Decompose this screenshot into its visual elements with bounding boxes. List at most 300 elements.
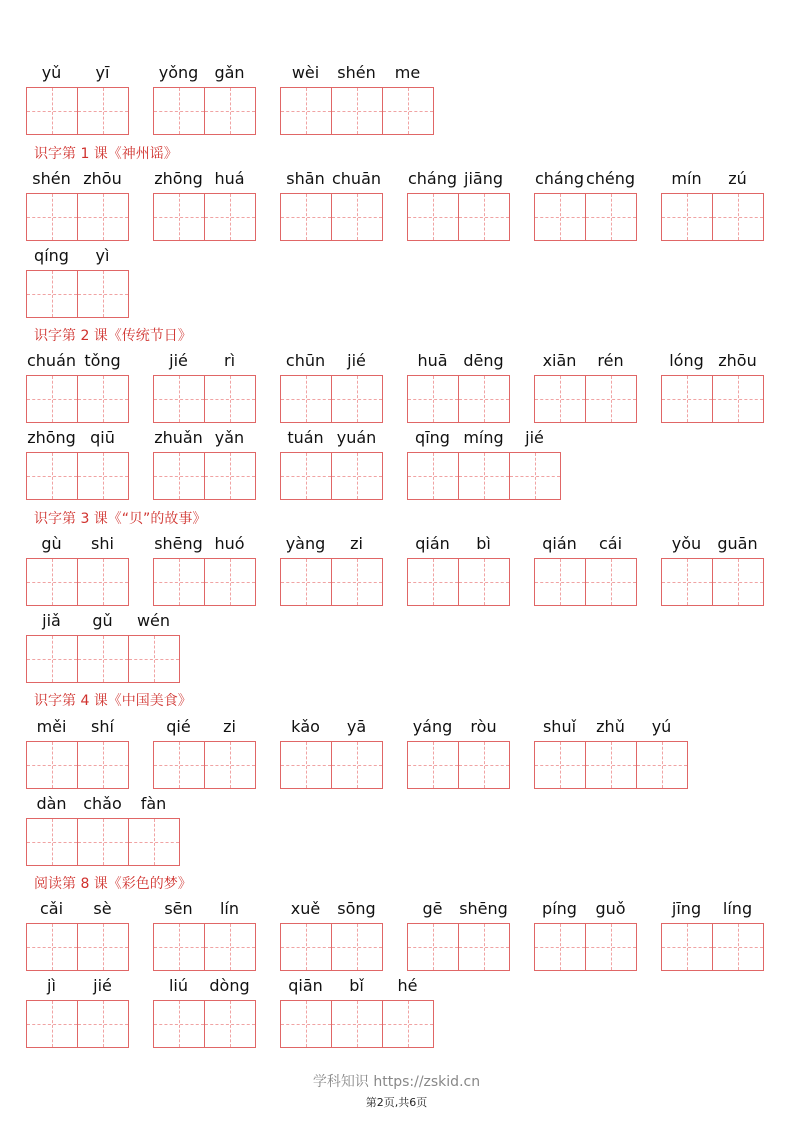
writing-cell[interactable] <box>712 375 764 423</box>
pinyin-syllable: sè <box>93 899 112 918</box>
word-group <box>280 717 382 789</box>
pinyin-syllable: líng <box>722 899 753 918</box>
pinyin-syllable: huā <box>417 351 448 370</box>
tianzige-boxes <box>280 923 383 969</box>
tianzige-boxes <box>280 741 383 787</box>
word-group <box>153 169 255 241</box>
pinyin-syllable: qíng <box>34 246 69 265</box>
pinyin-syllable: mín <box>671 169 702 188</box>
lesson-title: 阅读第 8 课《彩色的梦》 <box>34 876 192 892</box>
pinyin-row <box>26 63 128 83</box>
pinyin-syllable: qīng <box>415 428 450 447</box>
writing-cell[interactable] <box>153 193 205 241</box>
writing-cell[interactable] <box>661 558 713 606</box>
pinyin-syllable: yì <box>95 246 110 265</box>
tianzige-boxes <box>534 193 637 239</box>
tianzige-boxes <box>280 375 383 421</box>
writing-cell[interactable] <box>204 741 256 789</box>
writing-cell[interactable] <box>458 923 510 971</box>
pinyin-syllable: bǐ <box>349 976 364 995</box>
tianzige-boxes <box>661 923 764 969</box>
writing-cell[interactable] <box>458 741 510 789</box>
writing-cell[interactable] <box>77 452 129 500</box>
pinyin-syllable: cǎi <box>39 899 64 918</box>
word-group <box>153 976 255 1048</box>
pinyin-syllable: chuán <box>26 351 77 370</box>
word-group <box>26 63 128 135</box>
pinyin-syllable: xuě <box>290 899 321 918</box>
word-group <box>280 63 433 135</box>
pinyin-row <box>153 169 255 189</box>
writing-cell[interactable] <box>585 558 637 606</box>
writing-cell[interactable] <box>331 923 383 971</box>
pinyin-syllable: zú <box>728 169 747 188</box>
pinyin-syllable: guǒ <box>595 899 626 918</box>
writing-cell[interactable] <box>712 558 764 606</box>
writing-cell[interactable] <box>712 923 764 971</box>
pinyin-row <box>26 534 128 554</box>
pinyin-syllable: lín <box>219 899 240 918</box>
pinyin-syllable: wèi <box>291 63 320 82</box>
writing-cell[interactable] <box>407 193 459 241</box>
pinyin-syllable: dòng <box>209 976 250 995</box>
pinyin-syllable: chuān <box>331 169 382 188</box>
pinyin-syllable: yáng <box>412 717 453 736</box>
pinyin-syllable: měi <box>36 717 67 736</box>
tianzige-boxes <box>26 818 180 864</box>
writing-cell[interactable] <box>458 452 510 500</box>
writing-cell[interactable] <box>26 741 78 789</box>
word-group <box>26 794 179 866</box>
lesson-title: 识字第 2 课《传统节日》 <box>34 328 192 344</box>
pinyin-row <box>280 63 433 83</box>
tianzige-boxes <box>661 193 764 239</box>
pinyin-syllable: cái <box>598 534 623 553</box>
pinyin-row <box>280 534 382 554</box>
word-group <box>26 899 128 971</box>
word-group <box>280 976 433 1048</box>
writing-cell[interactable] <box>331 375 383 423</box>
tianzige-boxes <box>153 87 256 133</box>
pinyin-syllable: yǒu <box>671 534 702 553</box>
writing-cell[interactable] <box>153 452 205 500</box>
pinyin-row <box>534 899 636 919</box>
writing-cell[interactable] <box>280 558 332 606</box>
writing-cell[interactable] <box>331 193 383 241</box>
writing-cell[interactable] <box>153 375 205 423</box>
writing-cell[interactable] <box>280 452 332 500</box>
word-group <box>26 169 128 241</box>
tianzige-boxes <box>280 558 383 604</box>
writing-cell[interactable] <box>77 270 129 318</box>
word-group <box>407 534 509 606</box>
pinyin-syllable: chūn <box>285 351 326 370</box>
pinyin-syllable: shén <box>32 169 71 188</box>
pinyin-syllable: rì <box>223 351 236 370</box>
word-group <box>153 351 255 423</box>
pinyin-syllable: jié <box>347 351 366 370</box>
pinyin-row <box>153 351 255 371</box>
writing-cell[interactable] <box>585 923 637 971</box>
pinyin-syllable: wén <box>136 611 171 630</box>
tianzige-boxes <box>153 923 256 969</box>
word-group <box>407 169 509 241</box>
pinyin-syllable: yǒng <box>158 63 199 82</box>
tianzige-boxes <box>661 375 764 421</box>
writing-cell[interactable] <box>585 741 637 789</box>
word-group <box>534 534 636 606</box>
word-group <box>661 169 763 241</box>
writing-cell[interactable] <box>204 375 256 423</box>
pinyin-row <box>153 534 255 554</box>
word-group <box>153 428 255 500</box>
pinyin-syllable: yǔ <box>41 63 62 82</box>
pinyin-row <box>661 899 763 919</box>
pinyin-row <box>534 169 636 189</box>
writing-cell[interactable] <box>26 1000 78 1048</box>
writing-cell[interactable] <box>712 193 764 241</box>
pinyin-syllable: yā <box>346 717 367 736</box>
word-group <box>26 534 128 606</box>
word-group <box>280 169 382 241</box>
pinyin-syllable: rén <box>597 351 624 370</box>
pinyin-row <box>280 351 382 371</box>
writing-cell[interactable] <box>382 1000 434 1048</box>
tianzige-boxes <box>26 270 129 316</box>
writing-cell[interactable] <box>26 558 78 606</box>
word-group <box>280 899 382 971</box>
pinyin-syllable: tuán <box>287 428 324 447</box>
pinyin-syllable: zi <box>350 534 363 553</box>
writing-cell[interactable] <box>534 923 586 971</box>
word-group <box>153 534 255 606</box>
tianzige-boxes <box>407 741 510 787</box>
writing-cell[interactable] <box>204 923 256 971</box>
writing-cell[interactable] <box>153 741 205 789</box>
tianzige-boxes <box>153 452 256 498</box>
tianzige-boxes <box>26 193 129 239</box>
writing-cell[interactable] <box>204 558 256 606</box>
pinyin-row <box>280 976 433 996</box>
pinyin-syllable: sēn <box>164 899 193 918</box>
writing-cell[interactable] <box>204 87 256 135</box>
pinyin-row <box>153 899 255 919</box>
word-group <box>26 717 128 789</box>
tianzige-boxes <box>407 452 561 498</box>
pinyin-syllable: jiǎ <box>42 611 61 630</box>
pinyin-syllable: liú <box>168 976 189 995</box>
writing-cell[interactable] <box>661 375 713 423</box>
pinyin-syllable: cháng <box>534 169 585 188</box>
writing-cell[interactable] <box>636 741 688 789</box>
word-group <box>407 717 509 789</box>
pinyin-syllable: shén <box>337 63 376 82</box>
tianzige-boxes <box>26 87 129 133</box>
pinyin-row <box>26 169 128 189</box>
tianzige-boxes <box>153 741 256 787</box>
word-group <box>534 169 636 241</box>
pinyin-row <box>280 169 382 189</box>
word-group <box>407 428 560 500</box>
writing-cell[interactable] <box>77 818 129 866</box>
pinyin-syllable: dēng <box>463 351 504 370</box>
writing-cell[interactable] <box>407 923 459 971</box>
pinyin-row <box>26 794 179 814</box>
pinyin-syllable: shēng <box>459 899 508 918</box>
pinyin-syllable: shí <box>91 717 114 736</box>
word-group <box>280 428 382 500</box>
pinyin-syllable: jié <box>93 976 112 995</box>
pinyin-syllable: chǎo <box>83 794 122 813</box>
pinyin-row <box>661 351 763 371</box>
word-group <box>534 899 636 971</box>
word-group <box>280 534 382 606</box>
writing-cell[interactable] <box>661 193 713 241</box>
pinyin-row <box>280 428 382 448</box>
writing-cell[interactable] <box>280 193 332 241</box>
word-group <box>153 899 255 971</box>
writing-cell[interactable] <box>128 635 180 683</box>
writing-cell[interactable] <box>77 741 129 789</box>
writing-cell[interactable] <box>26 452 78 500</box>
pinyin-syllable: jié <box>169 351 188 370</box>
writing-cell[interactable] <box>26 193 78 241</box>
pinyin-row <box>534 351 636 371</box>
tianzige-boxes <box>407 375 510 421</box>
pinyin-row <box>153 428 255 448</box>
writing-cell[interactable] <box>661 923 713 971</box>
writing-cell[interactable] <box>331 452 383 500</box>
pinyin-row <box>407 534 509 554</box>
word-group <box>153 717 255 789</box>
pinyin-syllable: jì <box>47 976 56 995</box>
writing-cell[interactable] <box>26 923 78 971</box>
writing-cell[interactable] <box>331 558 383 606</box>
writing-cell[interactable] <box>280 375 332 423</box>
tianzige-boxes <box>407 558 510 604</box>
pinyin-syllable: xiān <box>542 351 577 370</box>
pinyin-syllable: zhōu <box>718 351 757 370</box>
tianzige-boxes <box>534 923 637 969</box>
pinyin-syllable: gǔ <box>92 611 113 630</box>
tianzige-boxes <box>153 558 256 604</box>
writing-cell[interactable] <box>407 558 459 606</box>
pinyin-syllable: shi <box>91 534 114 553</box>
tianzige-boxes <box>280 1000 434 1046</box>
word-group <box>26 351 128 423</box>
pinyin-syllable: qián <box>542 534 577 553</box>
tianzige-boxes <box>153 375 256 421</box>
pinyin-syllable: yú <box>651 717 672 736</box>
writing-cell[interactable] <box>407 741 459 789</box>
lesson-title: 识字第 3 课《“贝”的故事》 <box>34 511 207 527</box>
pinyin-row <box>661 169 763 189</box>
writing-cell[interactable] <box>458 375 510 423</box>
pinyin-row <box>26 976 128 996</box>
pinyin-syllable: jié <box>525 428 544 447</box>
tianzige-boxes <box>280 193 383 239</box>
pinyin-syllable: yǎn <box>214 428 245 447</box>
footer-page-number: 第2页,共6页 <box>365 1096 428 1109</box>
word-group <box>280 351 382 423</box>
pinyin-syllable: sōng <box>337 899 376 918</box>
word-group <box>407 899 509 971</box>
writing-cell[interactable] <box>128 818 180 866</box>
pinyin-syllable: zhōng <box>154 169 203 188</box>
pinyin-syllable: huá <box>214 169 245 188</box>
tianzige-boxes <box>534 741 688 787</box>
pinyin-row <box>280 899 382 919</box>
pinyin-syllable: bì <box>476 534 491 553</box>
pinyin-syllable: zhōu <box>83 169 122 188</box>
writing-cell[interactable] <box>458 558 510 606</box>
pinyin-syllable: shān <box>286 169 325 188</box>
pinyin-syllable: huó <box>214 534 245 553</box>
writing-cell[interactable] <box>26 270 78 318</box>
pinyin-syllable: zhǔ <box>596 717 625 736</box>
pinyin-syllable: jīng <box>671 899 702 918</box>
writing-cell[interactable] <box>77 87 129 135</box>
tianzige-boxes <box>26 923 129 969</box>
pinyin-row <box>407 717 509 737</box>
pinyin-syllable: jiāng <box>464 169 503 188</box>
pinyin-row <box>534 717 687 737</box>
pinyin-syllable: lóng <box>669 351 704 370</box>
writing-cell[interactable] <box>331 741 383 789</box>
writing-cell[interactable] <box>331 87 383 135</box>
writing-cell[interactable] <box>153 1000 205 1048</box>
tianzige-boxes <box>407 193 510 239</box>
tianzige-boxes <box>661 558 764 604</box>
word-group <box>26 246 128 318</box>
writing-cell[interactable] <box>407 375 459 423</box>
tianzige-boxes <box>280 87 434 133</box>
pinyin-syllable: shuǐ <box>542 717 577 736</box>
pinyin-row <box>26 428 128 448</box>
tianzige-boxes <box>26 1000 129 1046</box>
pinyin-syllable: gē <box>422 899 443 918</box>
word-group <box>26 976 128 1048</box>
pinyin-syllable: cháng <box>407 169 458 188</box>
tianzige-boxes <box>534 375 637 421</box>
writing-cell[interactable] <box>585 375 637 423</box>
pinyin-syllable: qián <box>415 534 450 553</box>
writing-cell[interactable] <box>77 635 129 683</box>
pinyin-row <box>26 611 179 631</box>
pinyin-syllable: dàn <box>36 794 67 813</box>
word-group <box>534 717 687 789</box>
word-group <box>661 351 763 423</box>
pinyin-syllable: míng <box>463 428 504 447</box>
writing-cell[interactable] <box>534 558 586 606</box>
writing-cell[interactable] <box>280 923 332 971</box>
tianzige-boxes <box>280 452 383 498</box>
tianzige-boxes <box>26 452 129 498</box>
writing-cell[interactable] <box>585 193 637 241</box>
pinyin-row <box>534 534 636 554</box>
lesson-title: 识字第 1 课《神州谣》 <box>34 146 178 162</box>
pinyin-row <box>407 351 509 371</box>
tianzige-boxes <box>26 558 129 604</box>
writing-cell[interactable] <box>407 452 459 500</box>
writing-cell[interactable] <box>26 375 78 423</box>
pinyin-syllable: zhuǎn <box>154 428 203 447</box>
pinyin-row <box>661 534 763 554</box>
writing-cell[interactable] <box>153 923 205 971</box>
writing-cell[interactable] <box>26 818 78 866</box>
pinyin-syllable: zhōng <box>27 428 76 447</box>
writing-cell[interactable] <box>280 741 332 789</box>
tianzige-boxes <box>534 558 637 604</box>
writing-cell[interactable] <box>204 452 256 500</box>
pinyin-syllable: shēng <box>154 534 203 553</box>
word-group <box>26 428 128 500</box>
tianzige-boxes <box>26 741 129 787</box>
word-group <box>661 534 763 606</box>
pinyin-syllable: qiū <box>90 428 115 447</box>
tianzige-boxes <box>153 1000 256 1046</box>
writing-cell[interactable] <box>77 558 129 606</box>
word-group <box>534 351 636 423</box>
lesson-title: 识字第 4 课《中国美食》 <box>34 693 192 709</box>
writing-cell[interactable] <box>331 1000 383 1048</box>
writing-cell[interactable] <box>77 193 129 241</box>
writing-cell[interactable] <box>153 558 205 606</box>
writing-cell[interactable] <box>26 87 78 135</box>
pinyin-row <box>26 717 128 737</box>
writing-cell[interactable] <box>204 1000 256 1048</box>
writing-cell[interactable] <box>153 87 205 135</box>
pinyin-row <box>26 351 128 371</box>
writing-cell[interactable] <box>382 87 434 135</box>
pinyin-syllable: gǎn <box>214 63 245 82</box>
word-group <box>407 351 509 423</box>
writing-cell[interactable] <box>77 375 129 423</box>
pinyin-row <box>153 976 255 996</box>
tianzige-boxes <box>407 923 510 969</box>
writing-cell[interactable] <box>458 193 510 241</box>
tianzige-boxes <box>26 375 129 421</box>
pinyin-syllable: hé <box>397 976 418 995</box>
pinyin-row <box>407 899 509 919</box>
pinyin-syllable: fàn <box>140 794 167 813</box>
writing-cell[interactable] <box>26 635 78 683</box>
pinyin-syllable: qié <box>166 717 191 736</box>
writing-cell[interactable] <box>77 1000 129 1048</box>
pinyin-row <box>26 899 128 919</box>
writing-cell[interactable] <box>77 923 129 971</box>
writing-cell[interactable] <box>280 1000 332 1048</box>
pinyin-syllable: tǒng <box>84 351 121 370</box>
writing-cell[interactable] <box>280 87 332 135</box>
word-group <box>661 899 763 971</box>
writing-cell[interactable] <box>534 193 586 241</box>
word-group <box>153 63 255 135</box>
tianzige-boxes <box>153 193 256 239</box>
pinyin-syllable: qiān <box>288 976 323 995</box>
writing-cell[interactable] <box>534 741 586 789</box>
tianzige-boxes <box>26 635 180 681</box>
writing-cell[interactable] <box>509 452 561 500</box>
pinyin-syllable: yàng <box>285 534 326 553</box>
pinyin-row <box>26 246 128 266</box>
pinyin-row <box>280 717 382 737</box>
pinyin-row <box>407 169 509 189</box>
writing-cell[interactable] <box>534 375 586 423</box>
pinyin-syllable: ròu <box>470 717 497 736</box>
writing-cell[interactable] <box>204 193 256 241</box>
pinyin-syllable: kǎo <box>291 717 320 736</box>
